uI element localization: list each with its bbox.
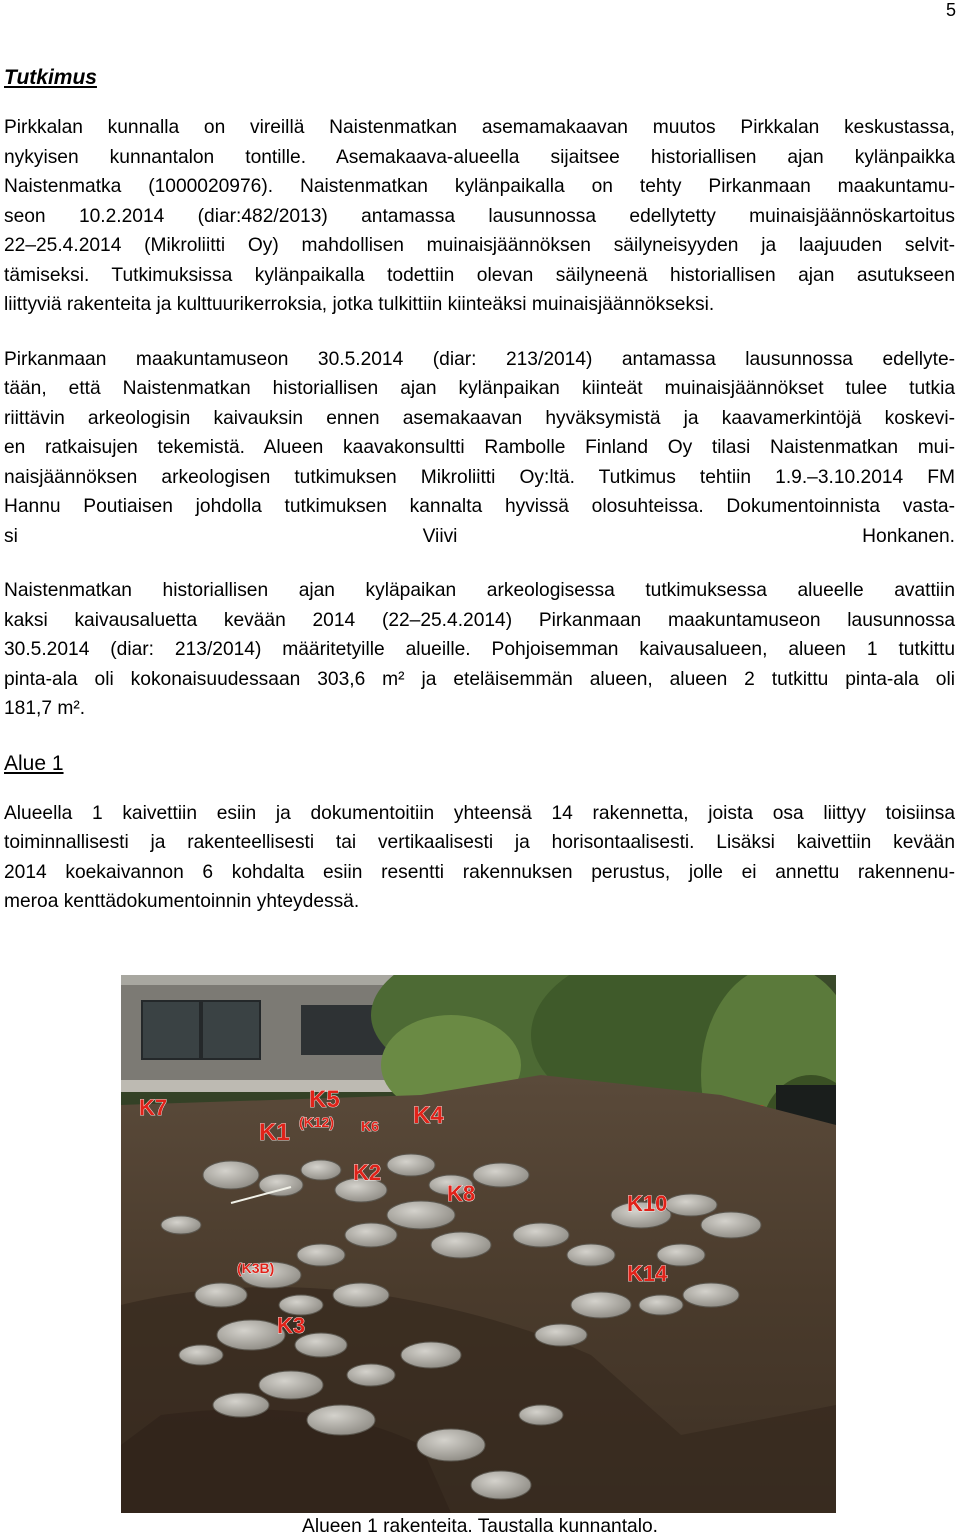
text-line: naisjäännöksen arkeologisen tutkimuksen Mikroliitti Oy:ltä. Tutkimus tehtiin 1.9.–3.10.2014 FM bbox=[4, 466, 955, 488]
text-line: toiminnallisesti ja rakenteellisesti tai vertikaalisesti ja horisontaalisesti. Lisäksi kaivettiin kevään bbox=[4, 832, 955, 853]
text-line: Naistenmatkan historiallisen ajan kyläpaikan arkeologisessa tutkimuksessa alueelle avattiin bbox=[4, 580, 955, 601]
text-line: seon 10.2.2014 (diar:482/2013) antamassa lausunnossa edellytetty muinaisjäännöskartoitus bbox=[4, 205, 955, 227]
paragraph bbox=[4, 113, 955, 320]
paragraph bbox=[4, 799, 955, 917]
excavation-photo bbox=[121, 975, 836, 1513]
text-line: Hannu Poutiaisen johdolla tutkimuksen kannalta hyvissä olosuhteissa. Dokumentoinnista vasta- bbox=[4, 496, 955, 517]
structure-label: K5 bbox=[309, 1086, 340, 1113]
text-line: 2014 koekaivannon 6 kohdalta esiin resentti rakennuksen perustus, jolle ei annettu rakennenu- bbox=[4, 861, 955, 883]
structure-label: K7 bbox=[139, 1095, 168, 1120]
text-line: kaksi kaivausaluetta kevään 2014 (22–25.4.2014) Pirkanmaan maakuntamuseon lausunnossa bbox=[4, 609, 955, 631]
text-line: liittyviä rakenteita ja kulttuurikerroksia, jotka tulkittiin kiinteäksi muinaisjäännökseksi. bbox=[4, 294, 715, 315]
text-line: si Viivi Honkanen. bbox=[4, 525, 955, 547]
text-line: Pirkanmaan maakuntamuseon 30.5.2014 (diar: 213/2014) antamassa lausunnossa edellyte- bbox=[4, 348, 955, 370]
page-number: 5 bbox=[945, 0, 956, 20]
section-heading-tutkimus: Tutkimus bbox=[4, 66, 97, 89]
structure-label: K14 bbox=[627, 1261, 668, 1286]
photo-caption: Alueen 1 rakenteita. Taustalla kunnantalo. bbox=[302, 1516, 658, 1537]
text-line: tämiseksi. Tutkimuksissa kylänpaikalla todettiin olevan säilyneenä historiallisen ajan asutukseen bbox=[4, 264, 955, 286]
structure-label: K10 bbox=[627, 1191, 668, 1216]
text-line: Pirkkalan kunnalla on vireillä Naistenmatkan asemamakaavan muutos Pirkkalan keskustassa, bbox=[4, 117, 955, 138]
structure-label: K4 bbox=[413, 1102, 444, 1129]
structure-label: K8 bbox=[447, 1181, 476, 1206]
structure-label: (K12) bbox=[299, 1114, 335, 1130]
text-line: en ratkaisujen tekemistä. Alueen kaavakonsultti Rambolle Finland Oy tilasi Naistenmatkan mui- bbox=[4, 437, 955, 458]
structure-label: K2 bbox=[353, 1160, 382, 1185]
document-body bbox=[4, 63, 955, 942]
text-line: 30.5.2014 (diar: 213/2014) määritetyille alueille. Pohjoisemman kaivausalueen, alueen 1 tutkittu bbox=[4, 639, 955, 660]
text-line: 22–25.4.2014 (Mikroliitti Oy) mahdollisen muinaisjäännöksen säilyneisyyden ja laajuuden selvit- bbox=[4, 235, 955, 256]
structure-label: K3 bbox=[277, 1313, 306, 1338]
paragraph bbox=[4, 345, 955, 552]
text-line: riittävin arkeologisin kaivauksin ennen asemakaavan hyväksymistä ja kaavamerkintöjä koskevi- bbox=[4, 407, 955, 429]
structure-label: K1 bbox=[259, 1119, 290, 1146]
text-line: nykyisen kunnantalon tontille. Asemakaava-alueella sijaitsee historiallisen ajan kylänpaikka bbox=[4, 146, 955, 168]
text-line: meroa kenttädokumentoinnin yhteydessä. bbox=[4, 891, 360, 912]
paragraph bbox=[4, 576, 955, 724]
section-heading-alue-1: Alue 1 bbox=[4, 751, 64, 775]
text-line: tään, että Naistenmatkan historiallisen ajan kylänpaikan kiinteät muinaisjäännökset tulee tutkia bbox=[4, 378, 955, 399]
text-line: pinta-ala oli kokonaisuudessaan 303,6 m² ja eteläisemmän alueen, alueen 2 tutkittu pinta-ala oli bbox=[4, 668, 955, 690]
text-line: 181,7 m². bbox=[4, 698, 86, 719]
structure-label: K6 bbox=[361, 1118, 379, 1134]
structure-label: (K3B) bbox=[237, 1260, 275, 1276]
text-line: Naistenmatka (1000020976). Naistenmatkan kylänpaikalla on tehty Pirkanmaan maakuntamu- bbox=[4, 176, 955, 197]
text-line: Alueella 1 kaivettiin esiin ja dokumentoitiin yhteensä 14 rakennetta, joista osa liittyy toisiinsa bbox=[4, 802, 955, 824]
